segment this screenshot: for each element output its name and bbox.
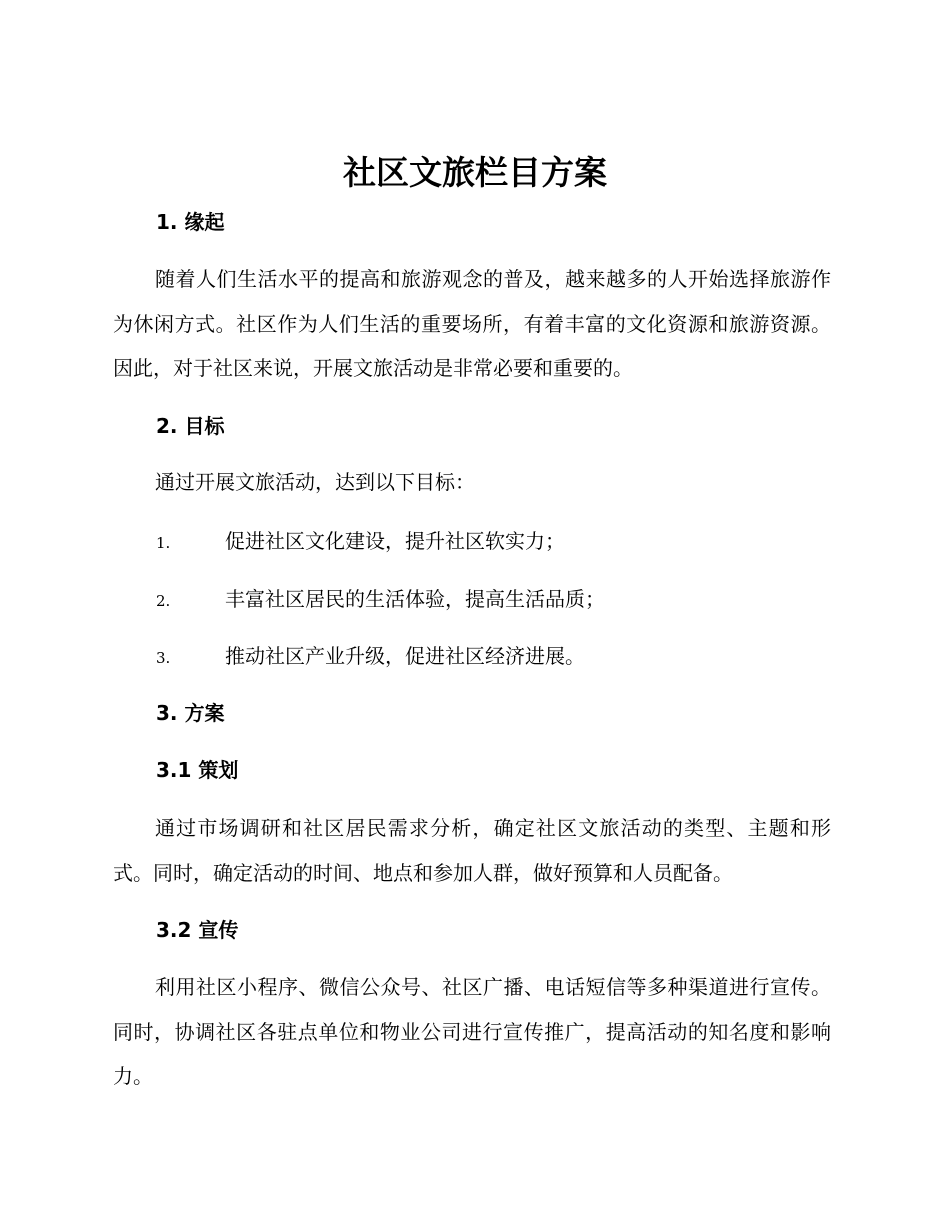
origin-paragraph: 随着人们生活水平的提高和旅游观念的普及，越来越多的人开始选择旅游作为休闲方式。社区作为人们生活的重要场所，有着丰富的文化资源和旅游资源。因此，对于社区来说，开展文旅活动是非常必要和重要的。 [113, 267, 831, 380]
goal-item-number: 2. [156, 592, 171, 610]
section-heading-goals: 2. 目标 [156, 414, 225, 438]
goal-item-text: 促进社区文化建设，提升社区软实力； [225, 529, 565, 553]
goals-intro: 通过开展文旅活动，达到以下目标： [155, 470, 475, 494]
goal-item-text: 推动社区产业升级，促进社区经济进展。 [225, 644, 585, 668]
subsection-heading-promotion: 3.2 宣传 [156, 918, 239, 942]
goal-item-number: 3. [156, 649, 171, 667]
section-heading-origin: 1. 缘起 [156, 210, 225, 234]
document-title: 社区文旅栏目方案 [343, 153, 607, 192]
planning-paragraph: 通过市场调研和社区居民需求分析，确定社区文旅活动的类型、主题和形式。同时，确定活动的时间、地点和参加人群，做好预算和人员配备。 [113, 816, 831, 885]
promotion-paragraph: 利用社区小程序、微信公众号、社区广播、电话短信等多种渠道进行宣传。同时，协调社区各驻点单位和物业公司进行宣传推广，提高活动的知名度和影响力。 [113, 975, 831, 1088]
subsection-heading-planning: 3.1 策划 [156, 758, 239, 782]
goal-item-number: 1. [156, 534, 171, 552]
goal-item-text: 丰富社区居民的生活体验，提高生活品质； [225, 587, 605, 611]
section-heading-plan: 3. 方案 [156, 701, 225, 725]
